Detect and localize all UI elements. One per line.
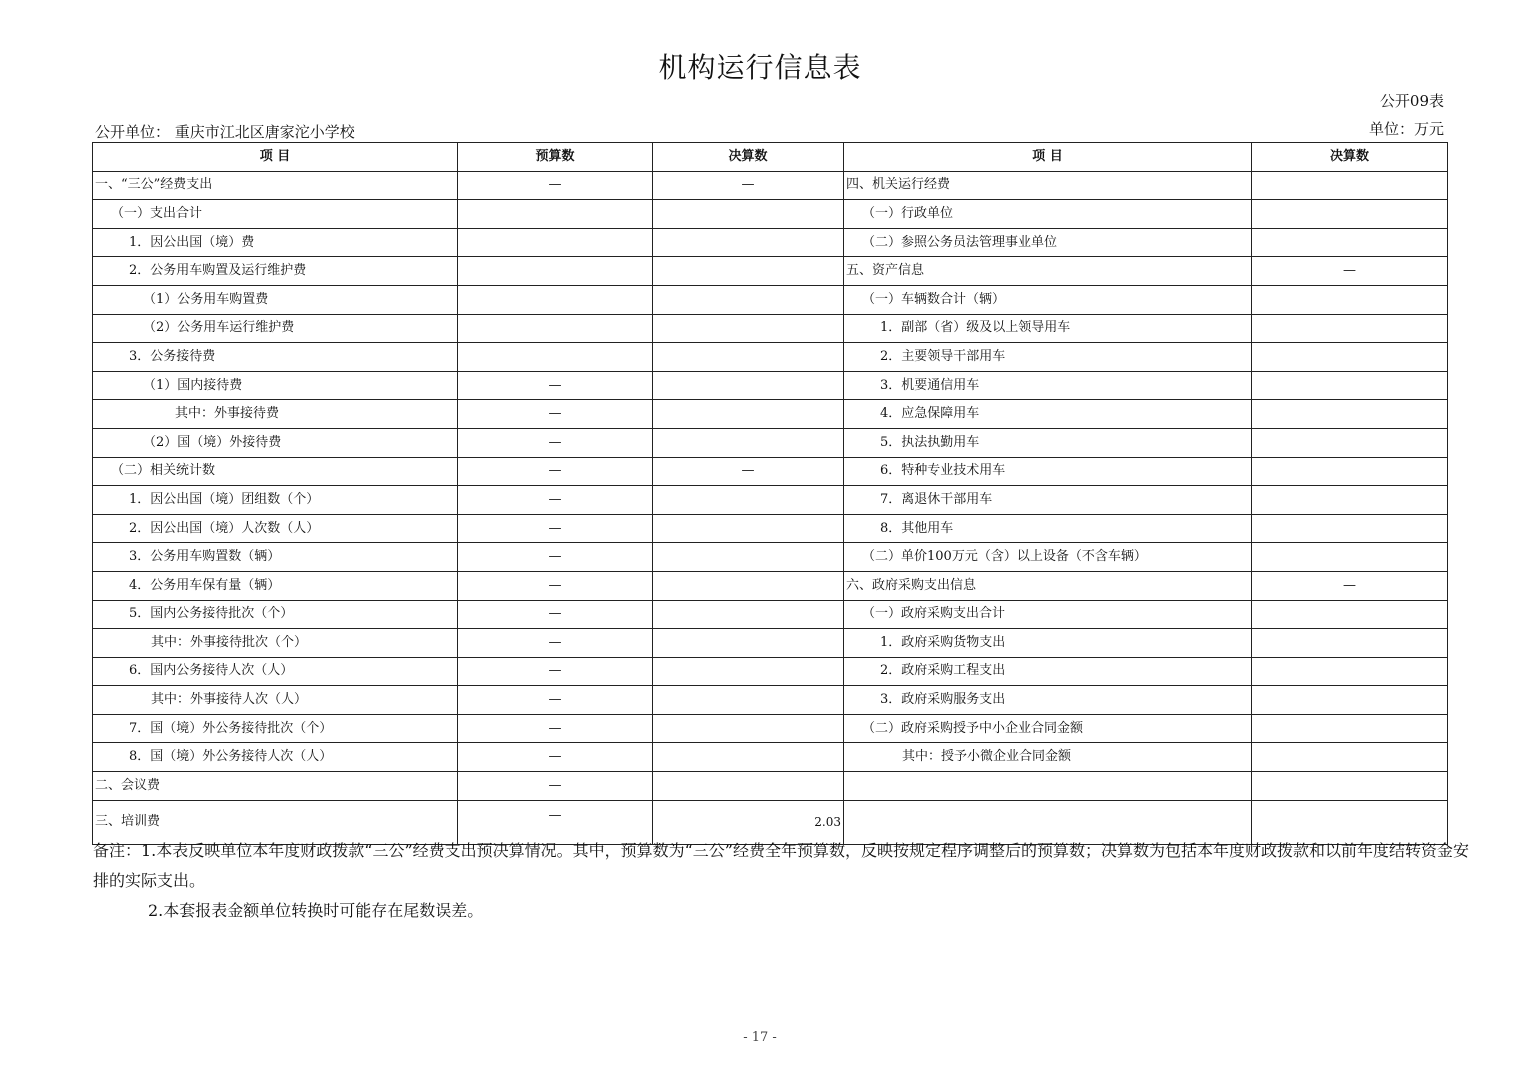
right-final-cell: [1252, 285, 1448, 314]
table-row: [93, 343, 1448, 372]
table-row: [93, 257, 1448, 286]
right-final-cell: [1252, 457, 1448, 486]
right-item: 四、机关运行经费: [844, 171, 1252, 200]
info-table: [92, 142, 1448, 845]
right-item: （二）单价100万元（含）以上设备（不含车辆）: [844, 543, 1252, 572]
left-item: 2．因公出国（境）人次数（人）: [93, 514, 458, 543]
final-cell: [653, 400, 844, 429]
final-cell: [653, 257, 844, 286]
final-cell: [653, 228, 844, 257]
table-row: [93, 629, 1448, 658]
final-cell: [653, 543, 844, 572]
table-header-row: [93, 143, 1448, 172]
header-left-item: 项 目: [93, 143, 458, 172]
budget-cell: —: [458, 686, 653, 715]
unit-label: 单位：万元: [1368, 120, 1444, 138]
budget-cell: [458, 314, 653, 343]
left-item: 8．国（境）外公务接待人次（人）: [93, 743, 458, 772]
right-item: 五、资产信息: [844, 257, 1252, 286]
right-final-cell: [1252, 743, 1448, 772]
budget-cell: —: [458, 371, 653, 400]
right-final-cell: [1252, 428, 1448, 457]
final-cell: [653, 428, 844, 457]
right-item: （一）行政单位: [844, 200, 1252, 229]
left-item: 5．国内公务接待批次（个）: [93, 600, 458, 629]
final-cell: 2.03: [653, 800, 844, 844]
final-cell: [653, 600, 844, 629]
final-cell: [653, 772, 844, 801]
left-item: （2）国（境）外接待费: [93, 428, 458, 457]
right-final-cell: [1252, 629, 1448, 658]
right-item: 4．应急保障用车: [844, 400, 1252, 429]
left-item: 6．国内公务接待人次（人）: [93, 657, 458, 686]
left-item: 1．因公出国（境）团组数（个）: [93, 486, 458, 515]
header-final-right: 决算数: [1252, 143, 1448, 172]
right-final-cell: [1252, 371, 1448, 400]
table-row: [93, 514, 1448, 543]
final-cell: —: [653, 171, 844, 200]
right-final-cell: [1252, 228, 1448, 257]
table-row: [93, 600, 1448, 629]
right-item: 六、政府采购支出信息: [844, 571, 1252, 600]
right-final-cell: [1252, 343, 1448, 372]
right-item: （一）政府采购支出合计: [844, 600, 1252, 629]
left-item: 1．因公出国（境）费: [93, 228, 458, 257]
final-cell: —: [653, 457, 844, 486]
right-final-cell: [1252, 514, 1448, 543]
right-final-cell: [1252, 543, 1448, 572]
right-item: （二）政府采购授予中小企业合同金额: [844, 714, 1252, 743]
budget-cell: —: [458, 800, 653, 844]
final-cell: [653, 657, 844, 686]
left-item: 3．公务接待费: [93, 343, 458, 372]
right-item: 5．执法执勤用车: [844, 428, 1252, 457]
table-row: [93, 486, 1448, 515]
budget-cell: —: [458, 657, 653, 686]
right-item: （二）参照公务员法管理事业单位: [844, 228, 1252, 257]
page-number: - 17 -: [743, 1030, 777, 1045]
right-item: （一）车辆数合计（辆）: [844, 285, 1252, 314]
budget-cell: —: [458, 514, 653, 543]
budget-cell: —: [458, 543, 653, 572]
note-line-2: 2.本套报表金额单位转换时可能存在尾数误差。: [148, 901, 484, 920]
final-cell: [653, 629, 844, 658]
right-item: 其中：授予小微企业合同金额: [844, 743, 1252, 772]
left-item: （2）公务用车运行维护费: [93, 314, 458, 343]
right-item: 3．机要通信用车: [844, 371, 1252, 400]
table-row: [93, 457, 1448, 486]
budget-cell: [458, 257, 653, 286]
table-row: [93, 314, 1448, 343]
table-row: [93, 171, 1448, 200]
left-item: 7．国（境）外公务接待批次（个）: [93, 714, 458, 743]
final-cell: [653, 571, 844, 600]
final-cell: [653, 714, 844, 743]
budget-cell: [458, 200, 653, 229]
right-item: 8．其他用车: [844, 514, 1252, 543]
page-title: 机构运行信息表: [658, 51, 862, 84]
right-final-cell: [1252, 714, 1448, 743]
right-final-cell: [1252, 657, 1448, 686]
left-item: 其中：外事接待费: [93, 400, 458, 429]
right-final-cell: [1252, 772, 1448, 801]
right-final-cell: [1252, 486, 1448, 515]
right-item: [844, 772, 1252, 801]
budget-cell: —: [458, 571, 653, 600]
right-final-cell: [1252, 314, 1448, 343]
right-item: 2．主要领导干部用车: [844, 343, 1252, 372]
right-final-cell: [1252, 600, 1448, 629]
table-row: [93, 657, 1448, 686]
table-row: [93, 743, 1448, 772]
left-item: 三、培训费: [93, 800, 458, 844]
left-item: 3．公务用车购置数（辆）: [93, 543, 458, 572]
table-row: [93, 543, 1448, 572]
right-item: 2．政府采购工程支出: [844, 657, 1252, 686]
final-cell: [653, 514, 844, 543]
table-row: [93, 571, 1448, 600]
budget-cell: —: [458, 428, 653, 457]
table-row: [93, 428, 1448, 457]
budget-cell: —: [458, 629, 653, 658]
budget-cell: —: [458, 600, 653, 629]
table-number: 公开09表: [1379, 92, 1444, 110]
left-item: 4．公务用车保有量（辆）: [93, 571, 458, 600]
left-item: 其中：外事接待人次（人）: [93, 686, 458, 715]
table-row: [93, 772, 1448, 801]
budget-cell: [458, 228, 653, 257]
left-item: 其中：外事接待批次（个）: [93, 629, 458, 658]
final-cell: [653, 343, 844, 372]
table-row: [93, 285, 1448, 314]
final-cell: [653, 314, 844, 343]
note-line-1: 备注：1.本表反映单位本年度财政拨款“三公”经费支出预决算情况。其中，预算数为“三公”经费全年预算数，反映按规定程序调整后的预算数；决算数为包括本年度财政拨款和以前年度结转资金安排的实际支出。: [93, 841, 1469, 890]
left-item: （一）支出合计: [93, 200, 458, 229]
budget-cell: [458, 343, 653, 372]
left-item: （1）国内接待费: [93, 371, 458, 400]
header-budget: 预算数: [458, 143, 653, 172]
final-cell: [653, 743, 844, 772]
budget-cell: [458, 285, 653, 314]
left-item: 二、会议费: [93, 772, 458, 801]
header-right-item: 项 目: [844, 143, 1252, 172]
table-row: [93, 371, 1448, 400]
org-label: 公开单位： 重庆市江北区唐家沱小学校: [95, 123, 355, 141]
right-final-cell: —: [1252, 571, 1448, 600]
final-cell: [653, 371, 844, 400]
left-item: 一、“三公”经费支出: [93, 171, 458, 200]
table-row: [93, 714, 1448, 743]
final-cell: [653, 200, 844, 229]
right-item: 1．政府采购货物支出: [844, 629, 1252, 658]
budget-cell: —: [458, 400, 653, 429]
right-item: 1．副部（省）级及以上领导用车: [844, 314, 1252, 343]
budget-cell: —: [458, 171, 653, 200]
right-item: 6．特种专业技术用车: [844, 457, 1252, 486]
table-row: [93, 200, 1448, 229]
header-final-left: 决算数: [653, 143, 844, 172]
left-item: 2．公务用车购置及运行维护费: [93, 257, 458, 286]
budget-cell: —: [458, 457, 653, 486]
final-cell: [653, 686, 844, 715]
budget-cell: —: [458, 714, 653, 743]
budget-cell: —: [458, 743, 653, 772]
left-item: （1）公务用车购置费: [93, 285, 458, 314]
right-item: 7．离退休干部用车: [844, 486, 1252, 515]
table-row: [93, 228, 1448, 257]
table-row: [93, 686, 1448, 715]
right-item: 3．政府采购服务支出: [844, 686, 1252, 715]
right-final-cell: —: [1252, 257, 1448, 286]
right-final-cell: [1252, 200, 1448, 229]
budget-cell: —: [458, 772, 653, 801]
budget-cell: —: [458, 486, 653, 515]
left-item: （二）相关统计数: [93, 457, 458, 486]
final-cell: [653, 486, 844, 515]
right-final-cell: [1252, 171, 1448, 200]
final-cell: [653, 285, 844, 314]
right-final-cell: [1252, 400, 1448, 429]
table-row: [93, 400, 1448, 429]
right-final-cell: [1252, 686, 1448, 715]
